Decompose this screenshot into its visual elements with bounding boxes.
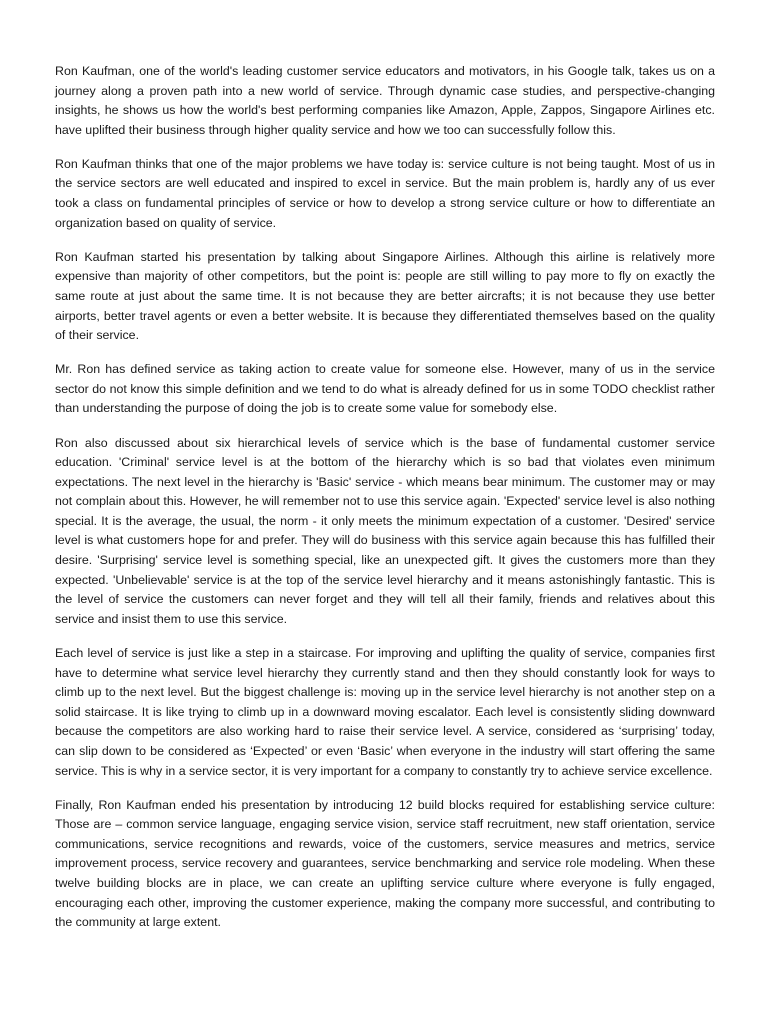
paragraph-intro: Ron Kaufman, one of the world's leading customer service educators and motivators, in his Google talk, takes us on a journey along a proven path into a new world of service. Through dynamic case studies, and perspective-changing insights, he shows us how the world's best performing companies like Amazon, Apple, Zappos, Singapore Airlines etc. have uplifted their business through higher quality service and how we too can successfully follow this. bbox=[55, 64, 715, 137]
paragraph-building-blocks: Finally, Ron Kaufman ended his presentation by introducing 12 build blocks required for establishing service culture: Those are – common service language, engaging service vision, service staff recruitment, new staff orientation, service communications, service recognitions and rewards, voice of the customers, service measures and metrics, service improvement process, service recovery and guarantees, service benchmarking and service role modeling. When these twelve building blocks are in place, we can create an uplifting service culture where everyone is fully engaged, encouraging each other, improving the customer experience, making the company more successful, and contributing to the community at large extent. bbox=[55, 797, 715, 930]
paragraph-service-levels: Ron also discussed about six hierarchical levels of service which is the base of fundamental customer service education. 'Criminal' service level is at the bottom of the hierarchy which is so bad that violates even minimum expectations. The next level in the hierarchy is 'Basic' service - which means bear minimum. The customer may or may not complain about this. However, he will remember not to use this service again. 'Expected' service level is also nothing special. It is the average, the usual, the norm - it only meets the minimum expectation of a customer. 'Desired' service level is what customers hope for and prefer. They will do business with this service again because this has fulfilled their desire. 'Surprising' service level is something special, like an unexpected gift. It gives the customers more than they expected. 'Unbelievable' service is at the top of the service level hierarchy and it means astonishingly fantastic. This is the level of service the customers can never forget and they will tell all their family, friends and relatives about this service and insist them to use this service. bbox=[55, 435, 715, 626]
document-body bbox=[55, 62, 715, 947]
paragraph-service-definition: Mr. Ron has defined service as taking action to create value for someone else. However, many of us in the service sector do not know this simple definition and we tend to do what is already defined for us in some TODO checklist rather than understanding the purpose of doing the job is to create some value for somebody else. bbox=[55, 362, 715, 416]
paragraph-staircase: Each level of service is just like a step in a staircase. For improving and uplifting the quality of service, companies first have to determine what service level hierarchy they currently stand and then they should constantly look for ways to climb up to the next level. But the biggest challenge is: moving up in the service level hierarchy is not another step on a solid staircase. It is like trying to climb up in a downward moving escalator. Each level is consistently sliding downward because the competitors are also working hard to raise their service level. A service, considered as ‘surprising’ today, can slip down to be considered as ‘Expected’ or even ‘Basic’ when everyone in the industry will start offering the same service. This is why in a service sector, it is very important for a company to constantly try to achieve service excellence. bbox=[55, 645, 715, 778]
paragraph-service-culture-problem: Ron Kaufman thinks that one of the major problems we have today is: service culture is not being taught. Most of us in the service sectors are well educated and inspired to excel in service. But the main problem is, hardly any of us ever took a class on fundamental principles of service or how to develop a strong service culture or how to differentiate an organization based on quality of service. bbox=[55, 156, 715, 230]
paragraph-singapore-airlines: Ron Kaufman started his presentation by talking about Singapore Airlines. Although this airline is relatively more expensive than majority of other competitors, but the point is: people are still willing to pay more to fly on exactly the same route at just about the same time. It is not because they are better aircrafts; it is not because they use better airports, better travel agents or even a better website. It is because they differentiated themselves based on the quality of their service. bbox=[55, 249, 715, 343]
